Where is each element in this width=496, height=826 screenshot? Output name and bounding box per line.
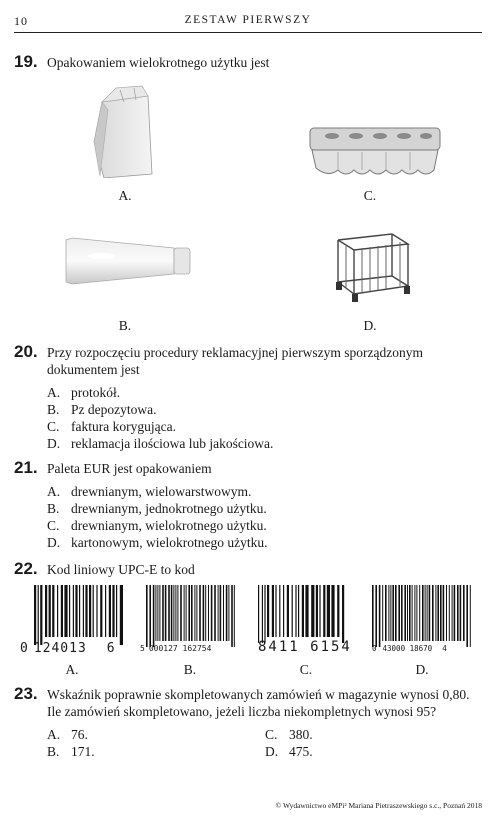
tube-image — [62, 236, 192, 286]
answer-option-b: B. 171. — [47, 744, 95, 759]
paper-bag-image — [90, 82, 160, 178]
egg-carton-image — [306, 124, 444, 180]
image-label-a: A. — [118, 188, 132, 203]
answer-option-d: D. kartonowym, wielokrotnego użytku. — [47, 535, 268, 550]
answer-option-a: A. 76. — [47, 727, 88, 742]
question-20 — [14, 344, 482, 454]
answer-option-b: B. Pz depozytowa. — [47, 402, 157, 417]
question-text: Wskaźnik poprawnie skompletowanych zamówień w magazynie wynosi 0,80. Ile zamówień skompletowano, jeżeli liczba niekompletnych wynosi 95? — [47, 687, 470, 719]
answer-option-c: C. 380. — [265, 727, 313, 742]
question-22 — [14, 561, 482, 583]
answer-option-d: D. reklamacja ilościowa lub jakościowa. — [47, 436, 274, 451]
answer-option-c: C. faktura korygująca. — [47, 419, 176, 434]
answer-option-a: A. protokół. — [47, 385, 121, 400]
barcode-label-b: B. — [183, 662, 197, 677]
question-text: Kod liniowy UPC-E to kod — [47, 562, 195, 577]
image-label-d: D. — [363, 318, 377, 333]
question-text: Opakowaniem wielokrotnego użytku jest — [47, 55, 270, 70]
question-text: Przy rozpoczęciu procedury reklamacyjnej pierwszym sporządzonym dokumentem jest — [47, 345, 423, 377]
question-number: 23. — [14, 684, 38, 703]
question-21 — [14, 460, 482, 552]
barcode-d-digits: 0 43000 18670 4 — [372, 644, 447, 653]
question-19 — [14, 54, 482, 344]
answer-option-d: D. 475. — [265, 744, 313, 759]
barcode-label-a: A. — [65, 662, 79, 677]
question-23 — [14, 686, 482, 766]
cage-pallet-image — [332, 230, 412, 304]
page-header — [14, 12, 482, 33]
section-title: ZESTAW PIERWSZY — [184, 14, 312, 26]
barcode-label-d: D. — [415, 662, 429, 677]
image-label-c: C. — [363, 188, 377, 203]
barcode-b-digits: 5 000127 162754 — [140, 644, 212, 653]
question-text: Paleta EUR jest opakowaniem — [47, 461, 212, 476]
image-label-b: B. — [118, 318, 132, 333]
question-number: 21. — [14, 458, 38, 477]
barcode-c-digits: 8411 6154 — [258, 639, 352, 655]
barcode-label-c: C. — [299, 662, 313, 677]
question-number: 22. — [14, 559, 38, 578]
question-number: 20. — [14, 342, 38, 361]
question-number: 19. — [14, 52, 38, 71]
page-number: 10 — [14, 14, 28, 28]
answer-option-a: A. drewnianym, wielowarstwowym. — [47, 484, 252, 499]
copyright-footer: © Wydawnictwo eMPi² Mariana Pietraszewskiego s.c., Poznań 2018 — [275, 801, 482, 810]
barcode-a-digits: 0 124013 6 — [20, 641, 115, 656]
answer-option-c: C. drewnianym, wielokrotnego użytku. — [47, 518, 267, 533]
answer-option-b: B. drewnianym, jednokrotnego użytku. — [47, 501, 267, 516]
